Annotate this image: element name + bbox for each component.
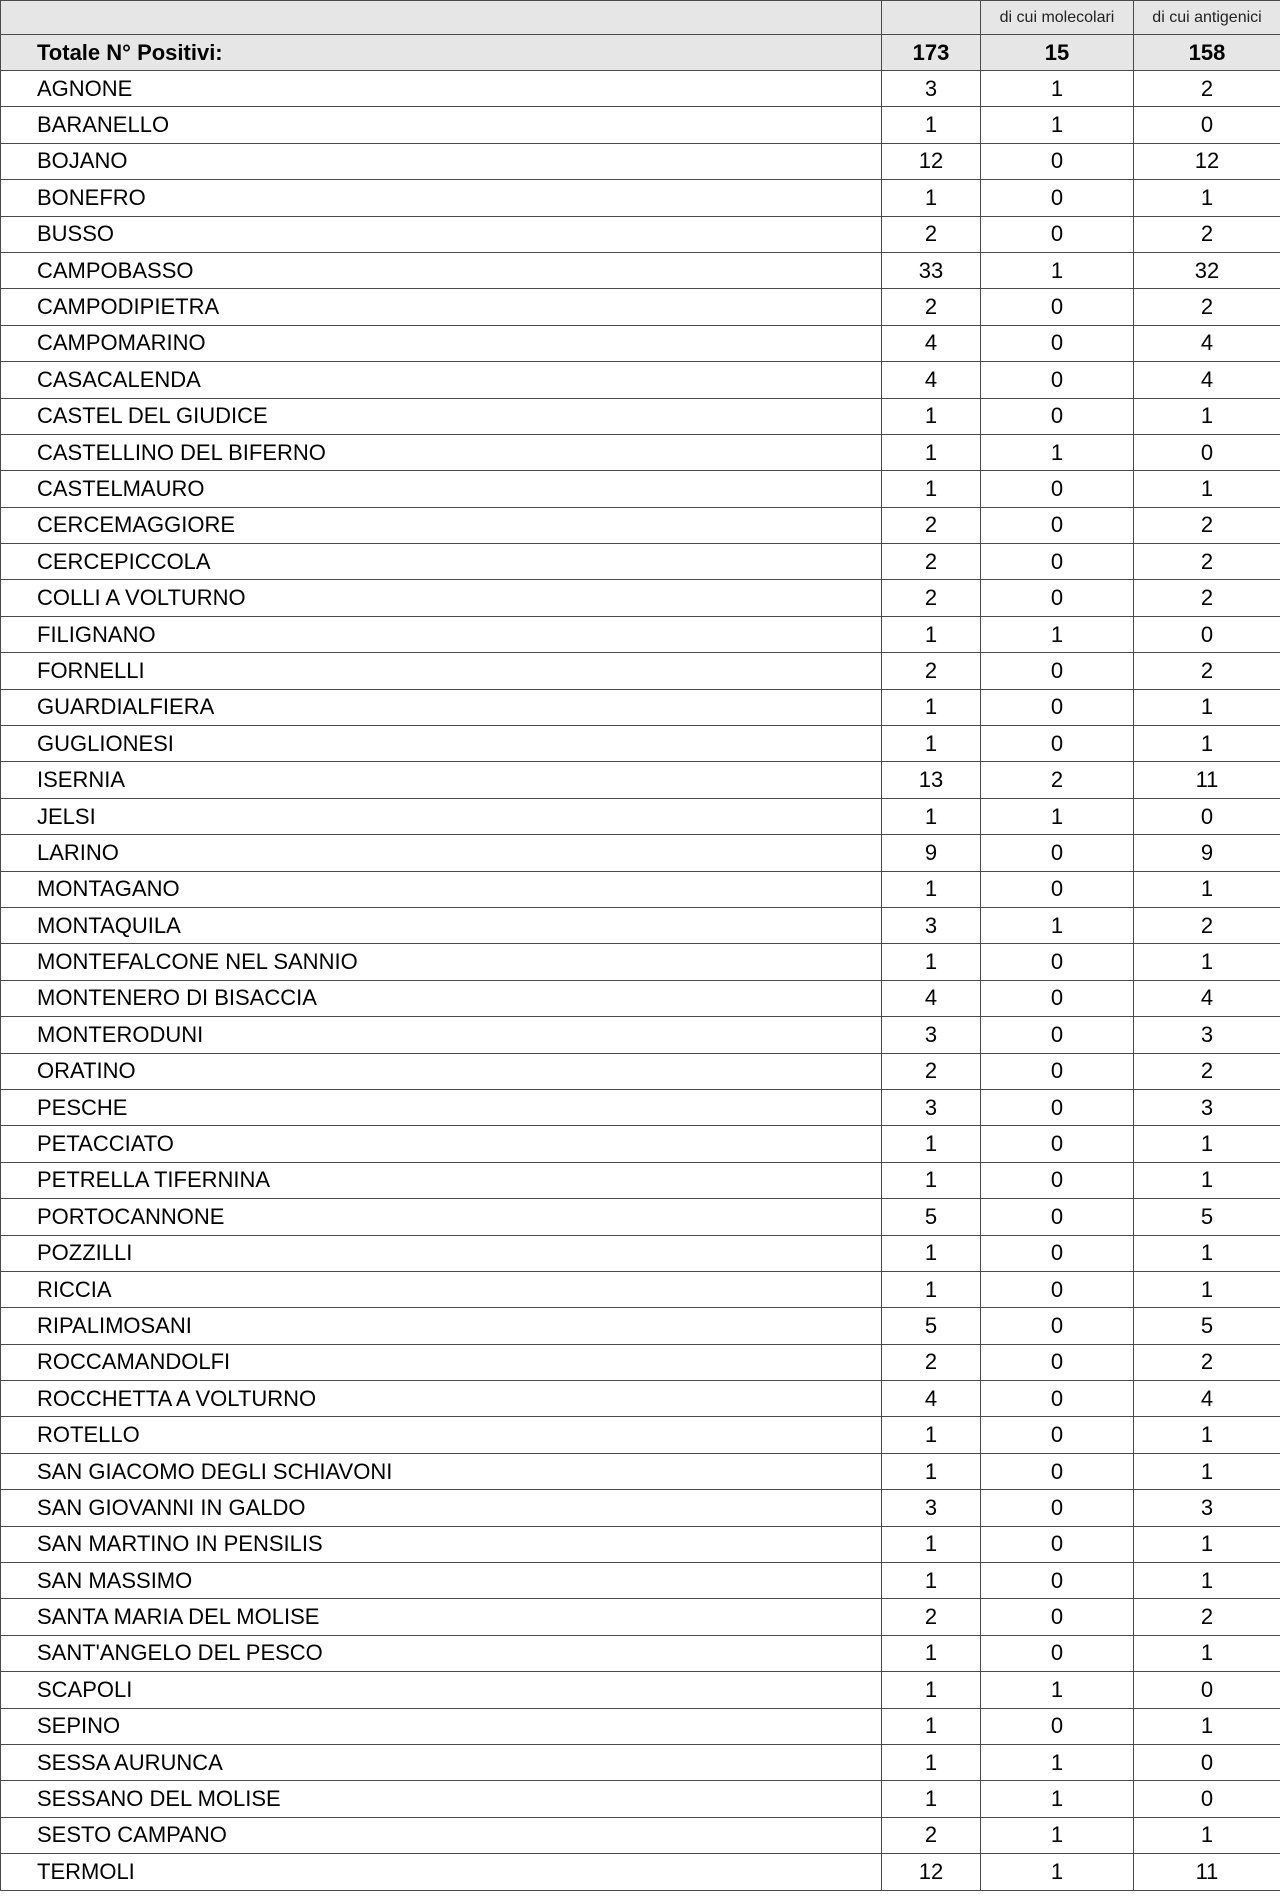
table-row: [1, 980, 1280, 1016]
municipality-antigen: 4: [1134, 325, 1280, 361]
table-row: [1, 871, 1280, 907]
header-antigen-cell: di cui antigenici: [1134, 1, 1280, 35]
municipality-name: SCAPOLI: [1, 1672, 882, 1708]
municipality-molecular: 0: [981, 544, 1134, 580]
municipality-name: PETACCIATO: [1, 1126, 882, 1162]
municipality-antigen: 2: [1134, 544, 1280, 580]
municipality-antigen: 1: [1134, 1162, 1280, 1198]
table-row: [1, 726, 1280, 762]
table-row: [1, 1490, 1280, 1526]
municipality-antigen: 1: [1134, 1563, 1280, 1599]
table-row: [1, 71, 1280, 107]
municipality-total: 1: [882, 1126, 981, 1162]
municipality-molecular: 0: [981, 1417, 1134, 1453]
municipality-molecular: 0: [981, 507, 1134, 543]
municipality-molecular: 0: [981, 689, 1134, 725]
municipality-name: SAN MARTINO IN PENSILIS: [1, 1526, 882, 1562]
municipality-name: AGNONE: [1, 71, 882, 107]
municipality-antigen: 11: [1134, 1854, 1280, 1890]
municipality-total: 2: [882, 1053, 981, 1089]
total-row: [1, 35, 1280, 71]
municipality-antigen: 3: [1134, 1017, 1280, 1053]
municipality-total: 1: [882, 180, 981, 216]
municipality-molecular: 0: [981, 1162, 1134, 1198]
table-row: [1, 1672, 1280, 1708]
table-row: [1, 507, 1280, 543]
municipality-molecular: 2: [981, 762, 1134, 798]
municipality-molecular: 1: [981, 1672, 1134, 1708]
municipality-antigen: 2: [1134, 507, 1280, 543]
municipality-molecular: 0: [981, 1381, 1134, 1417]
header-molecular-cell: di cui molecolari: [981, 1, 1134, 35]
table-row: [1, 362, 1280, 398]
municipality-total: 1: [882, 871, 981, 907]
municipality-antigen: 5: [1134, 1199, 1280, 1235]
table-row: [1, 1744, 1280, 1780]
municipality-name: MONTAQUILA: [1, 907, 882, 943]
municipality-molecular: 0: [981, 944, 1134, 980]
municipality-total: 33: [882, 252, 981, 288]
total-label: Totale N° Positivi:: [1, 35, 882, 71]
municipality-antigen: 0: [1134, 616, 1280, 652]
table-row: [1, 252, 1280, 288]
municipality-name: SANT'ANGELO DEL PESCO: [1, 1635, 882, 1671]
municipality-molecular: 0: [981, 1089, 1134, 1125]
municipality-antigen: 1: [1134, 1235, 1280, 1271]
table-row: [1, 1308, 1280, 1344]
table-row: [1, 1635, 1280, 1671]
municipality-total: 1: [882, 1417, 981, 1453]
table-row: [1, 1599, 1280, 1635]
table-row: [1, 471, 1280, 507]
table-row: [1, 143, 1280, 179]
municipality-name: LARINO: [1, 835, 882, 871]
municipality-name: SAN MASSIMO: [1, 1563, 882, 1599]
table-row: [1, 1708, 1280, 1744]
municipality-antigen: 5: [1134, 1308, 1280, 1344]
municipality-total: 1: [882, 1744, 981, 1780]
municipality-name: CASACALENDA: [1, 362, 882, 398]
municipality-antigen: 4: [1134, 1381, 1280, 1417]
municipality-total: 1: [882, 1672, 981, 1708]
municipality-antigen: 4: [1134, 362, 1280, 398]
municipality-name: CASTELMAURO: [1, 471, 882, 507]
municipality-molecular: 1: [981, 798, 1134, 834]
table-row: [1, 1381, 1280, 1417]
municipality-total: 4: [882, 325, 981, 361]
municipality-name: ROCCHETTA A VOLTURNO: [1, 1381, 882, 1417]
municipality-molecular: 0: [981, 1708, 1134, 1744]
table-row: [1, 907, 1280, 943]
municipality-name: BONEFRO: [1, 180, 882, 216]
table-row: [1, 1453, 1280, 1489]
municipality-antigen: 4: [1134, 980, 1280, 1016]
table-row: [1, 180, 1280, 216]
table-row: [1, 616, 1280, 652]
municipality-antigen: 1: [1134, 726, 1280, 762]
municipality-antigen: 0: [1134, 798, 1280, 834]
municipality-molecular: 0: [981, 1308, 1134, 1344]
municipality-antigen: 2: [1134, 907, 1280, 943]
table-row: [1, 944, 1280, 980]
municipality-antigen: 2: [1134, 289, 1280, 325]
table-row: [1, 325, 1280, 361]
municipality-molecular: 0: [981, 143, 1134, 179]
municipality-molecular: 1: [981, 1817, 1134, 1853]
municipality-total: 1: [882, 798, 981, 834]
municipality-total: 13: [882, 762, 981, 798]
table-row: [1, 1526, 1280, 1562]
municipality-molecular: 0: [981, 1453, 1134, 1489]
municipality-molecular: 0: [981, 1235, 1134, 1271]
table-row: [1, 762, 1280, 798]
municipality-antigen: 1: [1134, 1453, 1280, 1489]
municipality-molecular: 0: [981, 398, 1134, 434]
municipality-total: 2: [882, 544, 981, 580]
table-row: [1, 580, 1280, 616]
municipality-total: 2: [882, 289, 981, 325]
table-row: [1, 107, 1280, 143]
municipality-total: 12: [882, 1854, 981, 1890]
municipality-total: 4: [882, 362, 981, 398]
municipality-name: CAMPODIPIETRA: [1, 289, 882, 325]
municipality-name: SESSA AURUNCA: [1, 1744, 882, 1780]
municipality-antigen: 3: [1134, 1089, 1280, 1125]
municipality-antigen: 0: [1134, 434, 1280, 470]
municipality-name: RICCIA: [1, 1271, 882, 1307]
municipality-name: PESCHE: [1, 1089, 882, 1125]
municipality-total: 2: [882, 1344, 981, 1380]
table-row: [1, 689, 1280, 725]
municipality-antigen: 1: [1134, 944, 1280, 980]
municipality-total: 4: [882, 980, 981, 1016]
municipality-total: 1: [882, 1526, 981, 1562]
municipality-molecular: 0: [981, 325, 1134, 361]
municipality-total: 2: [882, 1599, 981, 1635]
municipality-name: GUGLIONESI: [1, 726, 882, 762]
municipality-name: GUARDIALFIERA: [1, 689, 882, 725]
municipality-antigen: 2: [1134, 216, 1280, 252]
municipality-molecular: 0: [981, 471, 1134, 507]
municipality-name: PORTOCANNONE: [1, 1199, 882, 1235]
municipality-total: 3: [882, 907, 981, 943]
municipality-name: FORNELLI: [1, 653, 882, 689]
table-row: [1, 835, 1280, 871]
municipality-total: 1: [882, 726, 981, 762]
table-row: [1, 1199, 1280, 1235]
table-row: [1, 1417, 1280, 1453]
municipality-antigen: 1: [1134, 1526, 1280, 1562]
municipality-total: 2: [882, 653, 981, 689]
table-row: [1, 1235, 1280, 1271]
municipality-total: 1: [882, 107, 981, 143]
total-molecular: 15: [981, 35, 1134, 71]
municipality-molecular: 0: [981, 1563, 1134, 1599]
municipality-total: 1: [882, 1453, 981, 1489]
table-row: [1, 653, 1280, 689]
municipality-total: 1: [882, 1162, 981, 1198]
municipality-name: PETRELLA TIFERNINA: [1, 1162, 882, 1198]
municipality-total: 1: [882, 1563, 981, 1599]
municipality-molecular: 1: [981, 616, 1134, 652]
municipality-molecular: 0: [981, 289, 1134, 325]
municipality-antigen: 1: [1134, 471, 1280, 507]
header-name-cell: [1, 1, 882, 35]
municipality-molecular: 0: [981, 1199, 1134, 1235]
municipality-total: 1: [882, 1235, 981, 1271]
municipality-molecular: 0: [981, 1526, 1134, 1562]
municipality-name: SESSANO DEL MOLISE: [1, 1781, 882, 1817]
municipality-total: 1: [882, 616, 981, 652]
table-row: [1, 216, 1280, 252]
municipality-name: SESTO CAMPANO: [1, 1817, 882, 1853]
municipality-total: 2: [882, 580, 981, 616]
municipality-antigen: 2: [1134, 1053, 1280, 1089]
table-row: [1, 1781, 1280, 1817]
table-row: [1, 544, 1280, 580]
municipality-antigen: 1: [1134, 1635, 1280, 1671]
municipality-name: MONTERODUNI: [1, 1017, 882, 1053]
municipality-molecular: 1: [981, 907, 1134, 943]
municipality-total: 9: [882, 835, 981, 871]
municipality-total: 1: [882, 398, 981, 434]
municipality-molecular: 0: [981, 1344, 1134, 1380]
municipality-name: ROCCAMANDOLFI: [1, 1344, 882, 1380]
municipality-antigen: 0: [1134, 1744, 1280, 1780]
table-row: [1, 398, 1280, 434]
table-row: [1, 1854, 1280, 1890]
municipality-total: 1: [882, 944, 981, 980]
table-row: [1, 434, 1280, 470]
municipality-molecular: 0: [981, 1599, 1134, 1635]
municipality-molecular: 0: [981, 653, 1134, 689]
municipality-total: 3: [882, 1089, 981, 1125]
municipality-molecular: 0: [981, 1635, 1134, 1671]
municipality-antigen: 0: [1134, 1672, 1280, 1708]
municipality-name: SANTA MARIA DEL MOLISE: [1, 1599, 882, 1635]
municipality-name: RIPALIMOSANI: [1, 1308, 882, 1344]
municipality-molecular: 1: [981, 252, 1134, 288]
table-row: [1, 1126, 1280, 1162]
municipality-name: ISERNIA: [1, 762, 882, 798]
municipality-antigen: 2: [1134, 653, 1280, 689]
municipality-name: TERMOLI: [1, 1854, 882, 1890]
municipality-total: 3: [882, 1490, 981, 1526]
municipality-antigen: 32: [1134, 252, 1280, 288]
table-row: [1, 1344, 1280, 1380]
municipality-antigen: 1: [1134, 1708, 1280, 1744]
municipality-antigen: 1: [1134, 1126, 1280, 1162]
municipality-name: BUSSO: [1, 216, 882, 252]
municipality-name: CERCEMAGGIORE: [1, 507, 882, 543]
municipality-total: 2: [882, 216, 981, 252]
municipality-antigen: 1: [1134, 689, 1280, 725]
municipality-antigen: 1: [1134, 398, 1280, 434]
municipality-molecular: 0: [981, 362, 1134, 398]
municipality-molecular: 0: [981, 980, 1134, 1016]
total-antigen: 158: [1134, 35, 1280, 71]
municipality-total: 2: [882, 1817, 981, 1853]
header-total-cell: [882, 1, 981, 35]
table-row: [1, 1271, 1280, 1307]
municipality-total: 1: [882, 1781, 981, 1817]
municipality-antigen: 2: [1134, 1344, 1280, 1380]
municipality-antigen: 2: [1134, 580, 1280, 616]
municipality-name: FILIGNANO: [1, 616, 882, 652]
municipality-name: BOJANO: [1, 143, 882, 179]
municipality-molecular: 0: [981, 726, 1134, 762]
municipality-name: CERCEPICCOLA: [1, 544, 882, 580]
table-row: [1, 1089, 1280, 1125]
municipality-molecular: 0: [981, 835, 1134, 871]
municipality-molecular: 0: [981, 1490, 1134, 1526]
municipality-name: CAMPOMARINO: [1, 325, 882, 361]
municipality-antigen: 2: [1134, 1599, 1280, 1635]
municipality-antigen: 1: [1134, 871, 1280, 907]
municipality-molecular: 0: [981, 180, 1134, 216]
municipality-name: CASTELLINO DEL BIFERNO: [1, 434, 882, 470]
table-row: [1, 1162, 1280, 1198]
municipality-total: 5: [882, 1199, 981, 1235]
municipality-name: POZZILLI: [1, 1235, 882, 1271]
table-row: [1, 1563, 1280, 1599]
municipality-name: BARANELLO: [1, 107, 882, 143]
municipality-antigen: 12: [1134, 143, 1280, 179]
municipality-name: MONTENERO DI BISACCIA: [1, 980, 882, 1016]
municipality-total: 12: [882, 143, 981, 179]
municipality-antigen: 1: [1134, 1417, 1280, 1453]
table-row: [1, 1017, 1280, 1053]
municipality-molecular: 0: [981, 216, 1134, 252]
total-count: 173: [882, 35, 981, 71]
municipality-antigen: 0: [1134, 1781, 1280, 1817]
municipality-antigen: 9: [1134, 835, 1280, 871]
municipality-total: 3: [882, 71, 981, 107]
municipality-total: 1: [882, 1635, 981, 1671]
municipality-molecular: 1: [981, 107, 1134, 143]
municipality-name: JELSI: [1, 798, 882, 834]
municipality-total: 2: [882, 507, 981, 543]
municipality-molecular: 0: [981, 580, 1134, 616]
header-row: [1, 1, 1280, 35]
municipality-name: SAN GIACOMO DEGLI SCHIAVONI: [1, 1453, 882, 1489]
municipality-total: 4: [882, 1381, 981, 1417]
table-row: [1, 289, 1280, 325]
municipality-molecular: 0: [981, 1053, 1134, 1089]
municipality-total: 1: [882, 1708, 981, 1744]
table-row: [1, 798, 1280, 834]
municipality-name: MONTAGANO: [1, 871, 882, 907]
municipality-total: 1: [882, 1271, 981, 1307]
municipality-antigen: 11: [1134, 762, 1280, 798]
municipality-total: 3: [882, 1017, 981, 1053]
municipality-name: SEPINO: [1, 1708, 882, 1744]
municipality-name: COLLI A VOLTURNO: [1, 580, 882, 616]
municipality-antigen: 2: [1134, 71, 1280, 107]
municipality-antigen: 1: [1134, 1817, 1280, 1853]
municipality-antigen: 3: [1134, 1490, 1280, 1526]
table-row: [1, 1053, 1280, 1089]
municipality-total: 5: [882, 1308, 981, 1344]
table-row: [1, 1817, 1280, 1853]
municipality-antigen: 1: [1134, 180, 1280, 216]
municipality-antigen: 0: [1134, 107, 1280, 143]
municipality-molecular: 1: [981, 1854, 1134, 1890]
municipality-molecular: 1: [981, 1781, 1134, 1817]
municipality-total: 1: [882, 471, 981, 507]
municipality-molecular: 1: [981, 434, 1134, 470]
municipality-molecular: 0: [981, 1126, 1134, 1162]
municipality-name: SAN GIOVANNI IN GALDO: [1, 1490, 882, 1526]
municipality-molecular: 1: [981, 1744, 1134, 1780]
municipality-name: CASTEL DEL GIUDICE: [1, 398, 882, 434]
municipality-name: CAMPOBASSO: [1, 252, 882, 288]
municipality-molecular: 0: [981, 1017, 1134, 1053]
municipality-molecular: 0: [981, 1271, 1134, 1307]
municipality-name: ORATINO: [1, 1053, 882, 1089]
municipality-name: MONTEFALCONE NEL SANNIO: [1, 944, 882, 980]
municipality-molecular: 1: [981, 71, 1134, 107]
municipality-name: ROTELLO: [1, 1417, 882, 1453]
municipality-antigen: 1: [1134, 1271, 1280, 1307]
municipality-molecular: 0: [981, 871, 1134, 907]
municipality-total: 1: [882, 434, 981, 470]
municipality-total: 1: [882, 689, 981, 725]
